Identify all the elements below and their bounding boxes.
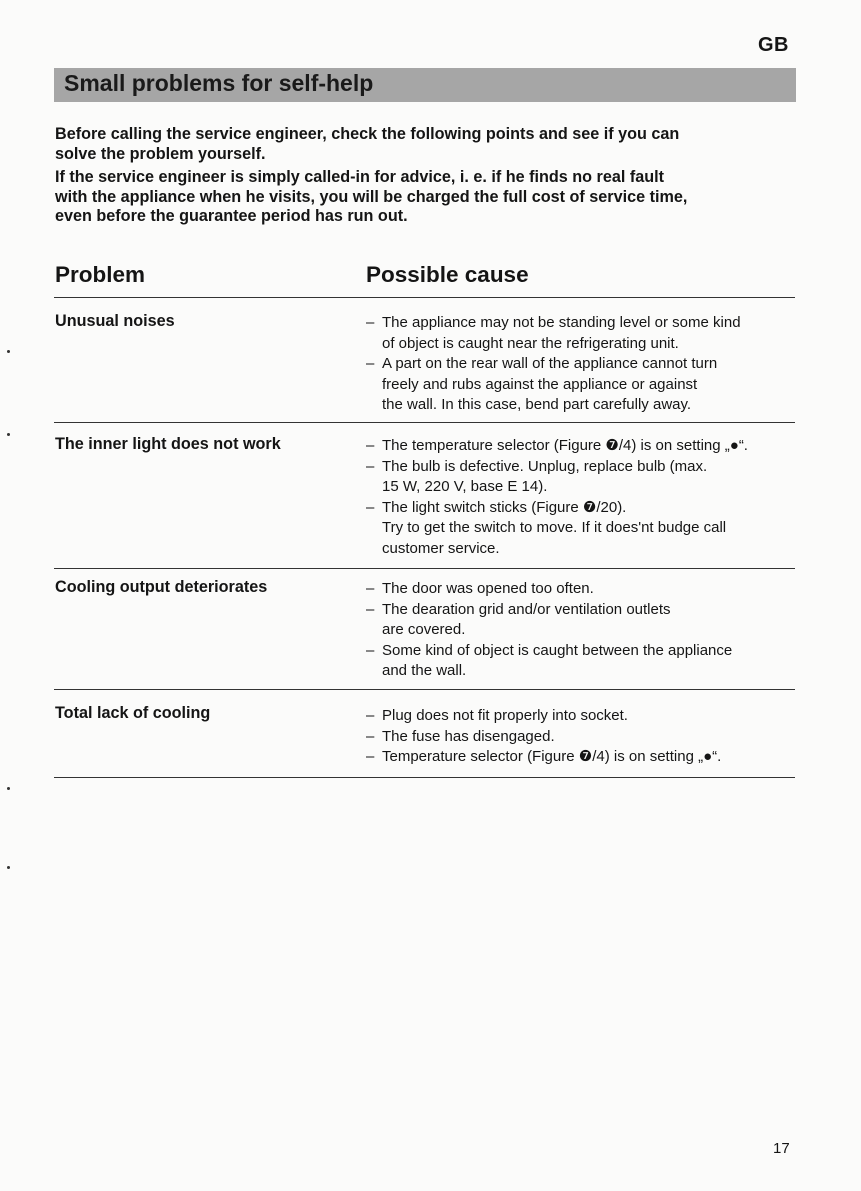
cause-list	[366, 579, 796, 682]
row-divider	[54, 689, 795, 690]
cause-text: The fuse has disengaged.	[382, 727, 555, 745]
cause-item: – The door was opened too often.	[366, 579, 796, 600]
cause-list	[366, 706, 796, 768]
cause-item: – The bulb is defective. Unplug, replace bulb (max. 15 W, 220 V, base E 14).	[366, 457, 796, 498]
cause-text: The appliance may not be standing level or some kind of object is caught near the refrigerating unit.	[382, 314, 741, 352]
cause-item: – Plug does not fit properly into socket.	[366, 706, 796, 727]
page-title-banner	[54, 68, 796, 102]
intro-line: Before calling the service engineer, check the following points and see if you can	[55, 125, 680, 143]
cause-item: – The light switch sticks (Figure ❼/20). Try to get the switch to move. If it does'nt budge call customer service.	[366, 498, 796, 560]
cause-text: The door was opened too often.	[382, 580, 594, 597]
table-bottom-divider	[54, 777, 795, 778]
cause-text: The dearation grid and/or ventilation outlets are covered.	[382, 600, 671, 638]
problem-label: Cooling output deteriorates	[55, 578, 268, 596]
cause-item: – The fuse has disengaged.	[366, 727, 796, 748]
problem-label: The inner light does not work	[55, 435, 281, 453]
cause-list	[366, 436, 796, 559]
language-code: GB	[758, 34, 789, 56]
cause-text: The bulb is defective. Unplug, replace bulb (max. 15 W, 220 V, base E 14).	[382, 457, 708, 495]
row-divider	[54, 422, 795, 423]
cause-item: – Temperature selector (Figure ❼/4) is on setting „●“.	[366, 747, 796, 768]
page-number: 17	[773, 1140, 790, 1157]
cause-list	[366, 313, 796, 416]
cause-item: – The dearation grid and/or ventilation outlets are covered.	[366, 600, 796, 641]
cause-item: – The appliance may not be standing level or some kind of object is caught near the refrigerating unit.	[366, 313, 796, 354]
page-title: Small problems for self-help	[64, 70, 374, 96]
cause-text: Some kind of object is caught between the appliance and the wall.	[382, 641, 733, 679]
cause-item: – A part on the rear wall of the appliance cannot turn freely and rubs against the appliance or against the wall. In this case, bend part carefully away.	[366, 354, 796, 416]
cause-text: A part on the rear wall of the appliance cannot turn freely and rubs against the appliance or against the wall. In this case, bend part carefully away.	[382, 355, 718, 413]
header-divider	[54, 297, 795, 298]
intro-line: even before the guarantee period has run out.	[55, 207, 408, 225]
cause-column-header: Possible cause	[366, 262, 529, 287]
cause-text: The light switch sticks (Figure ❼/20). Try to get the switch to move. If it does'nt budge call customer service.	[382, 498, 727, 557]
punch-mark	[7, 866, 10, 869]
cause-text: The temperature selector (Figure ❼/4) is on setting „●“.	[382, 437, 748, 454]
intro-line: solve the problem yourself.	[55, 145, 266, 163]
cause-item: – The temperature selector (Figure ❼/4) is on setting „●“.	[366, 436, 796, 457]
punch-mark	[7, 787, 10, 790]
intro-line: If the service engineer is simply called-in for advice, i. e. if he finds no real fault	[55, 168, 665, 186]
row-divider	[54, 568, 795, 569]
cause-text: Temperature selector (Figure ❼/4) is on setting „●“.	[382, 748, 722, 765]
cause-item: – Some kind of object is caught between the appliance and the wall.	[366, 641, 796, 682]
problem-column-header: Problem	[55, 262, 146, 287]
problem-label: Unusual noises	[55, 312, 175, 330]
problem-label: Total lack of cooling	[55, 704, 211, 722]
punch-mark	[7, 350, 10, 353]
cause-text: Plug does not fit properly into socket.	[382, 707, 628, 724]
punch-mark	[7, 433, 10, 436]
intro-line: with the appliance when he visits, you will be charged the full cost of service time,	[55, 188, 688, 206]
